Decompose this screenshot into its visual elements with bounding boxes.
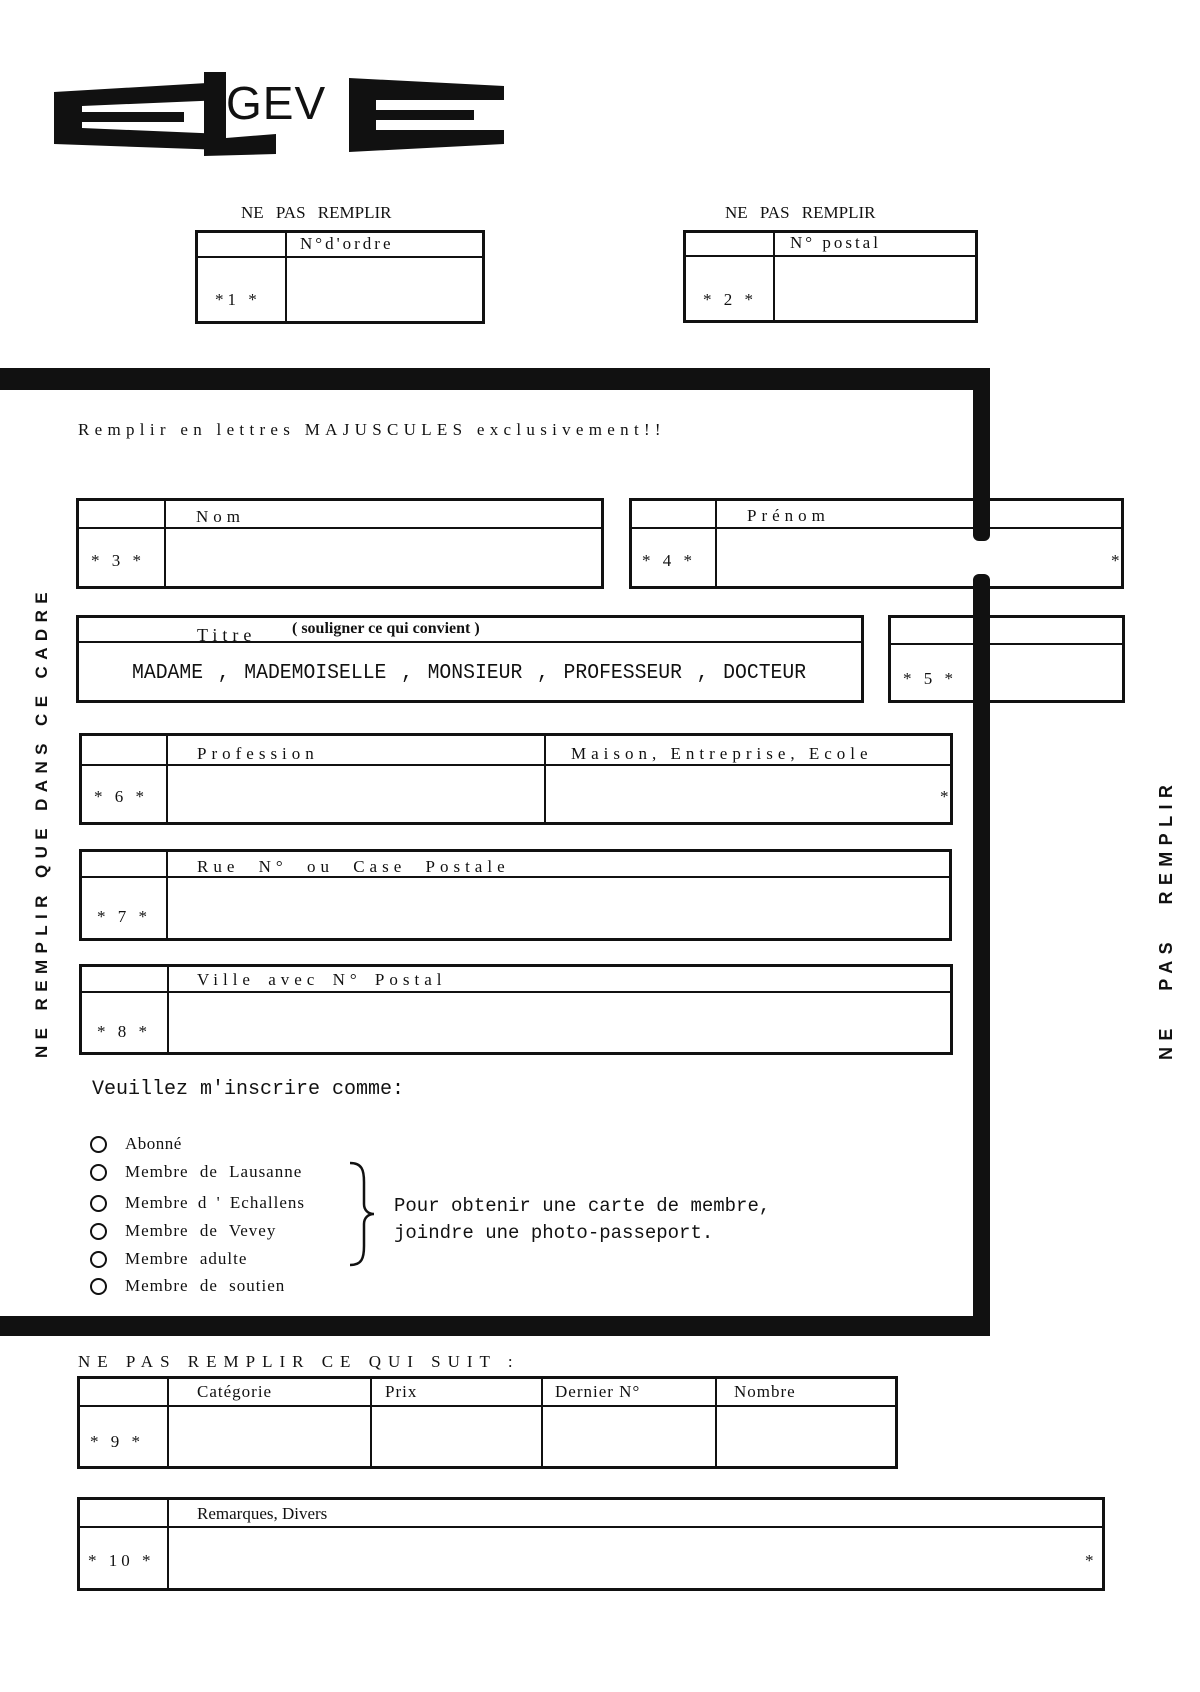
field-maison-label: Maison, Entreprise, Ecole <box>571 744 873 763</box>
field-titre-code: * 5 * <box>903 669 957 688</box>
remarks-label: Remarques, Divers <box>197 1504 328 1523</box>
option-membre-soutien: Membre de soutien <box>125 1276 286 1295</box>
office-code-10: * 10 * <box>88 1551 155 1570</box>
option-membre-adulte: Membre adulte <box>125 1249 248 1268</box>
field-ville-label: Ville avec N° Postal <box>197 970 447 989</box>
option-membre-lausanne: Membre de Lausanne <box>125 1162 303 1181</box>
instruction-text: Remplir en lettres MAJUSCULES exclusivement!! <box>78 420 666 439</box>
office-col-prix: Prix <box>385 1382 418 1401</box>
field-nom[interactable] <box>76 498 604 589</box>
field-rue-code: * 7 * <box>97 907 151 926</box>
radio-membre-adulte[interactable] <box>90 1251 107 1268</box>
field-titre-code-box <box>888 615 1125 703</box>
field-prenom-label: Prénom <box>747 506 830 525</box>
radio-membre-vevey[interactable] <box>90 1223 107 1240</box>
frame-top <box>0 368 990 390</box>
admin-box-1-label: N°d'ordre <box>300 234 394 253</box>
radio-abonne[interactable] <box>90 1136 107 1153</box>
field-profession-star: * <box>940 787 953 806</box>
inscription-note-line2: joindre une photo-passeport. <box>394 1222 714 1244</box>
field-titre-hint: ( souligner ce qui convient ) <box>292 620 480 637</box>
field-prenom[interactable] <box>629 498 1124 589</box>
side-text-right: NE PAS REMPLIR <box>1156 778 1176 1060</box>
inscription-title: Veuillez m'inscrire comme: <box>92 1078 405 1101</box>
option-membre-vevey: Membre de Vevey <box>125 1221 277 1240</box>
field-profession-label: Profession <box>197 744 319 763</box>
radio-membre-lausanne[interactable] <box>90 1164 107 1181</box>
admin-box-2-label: N° postal <box>790 233 881 252</box>
inscription-note-line1: Pour obtenir une carte de membre, <box>394 1195 771 1217</box>
option-membre-echallens: Membre d ' Echallens <box>125 1193 305 1212</box>
office-col-categorie: Catégorie <box>197 1382 273 1401</box>
side-text-left: NE REMPLIR QUE DANS CE CADRE <box>32 585 51 1058</box>
field-titre-label: Titre <box>197 625 257 645</box>
admin-box-2-header: NE PAS REMPLIR <box>725 203 876 222</box>
logo-text: GEV <box>226 77 327 129</box>
option-abonne: Abonné <box>125 1134 182 1153</box>
frame-bottom <box>0 1316 990 1336</box>
field-profession-code: * 6 * <box>94 787 148 806</box>
remarks-star: * <box>1085 1551 1098 1570</box>
field-ville-code: * 8 * <box>97 1022 151 1041</box>
admin-box-1-header: NE PAS REMPLIR <box>241 203 392 222</box>
office-header: NE PAS REMPLIR CE QUI SUIT : <box>78 1352 520 1371</box>
field-prenom-code: * 4 * <box>642 551 696 570</box>
field-rue-label: Rue N° ou Case Postale <box>197 857 510 876</box>
field-prenom-star: * <box>1111 551 1124 570</box>
radio-membre-echallens[interactable] <box>90 1195 107 1212</box>
office-col-nombre: Nombre <box>734 1382 796 1401</box>
logo <box>54 70 504 162</box>
admin-box-1-code: *1 * <box>215 290 261 309</box>
radio-membre-soutien[interactable] <box>90 1278 107 1295</box>
office-col-dernier: Dernier N° <box>555 1382 641 1401</box>
field-nom-label: Nom <box>196 507 245 526</box>
office-code-9: * 9 * <box>90 1432 144 1451</box>
field-nom-code: * 3 * <box>91 551 145 570</box>
admin-box-2-code: * 2 * <box>703 290 757 309</box>
field-titre-options: MADAME , MADEMOISELLE , MONSIEUR , PROFESSEUR , DOCTEUR <box>132 662 807 685</box>
brace <box>348 1160 378 1268</box>
